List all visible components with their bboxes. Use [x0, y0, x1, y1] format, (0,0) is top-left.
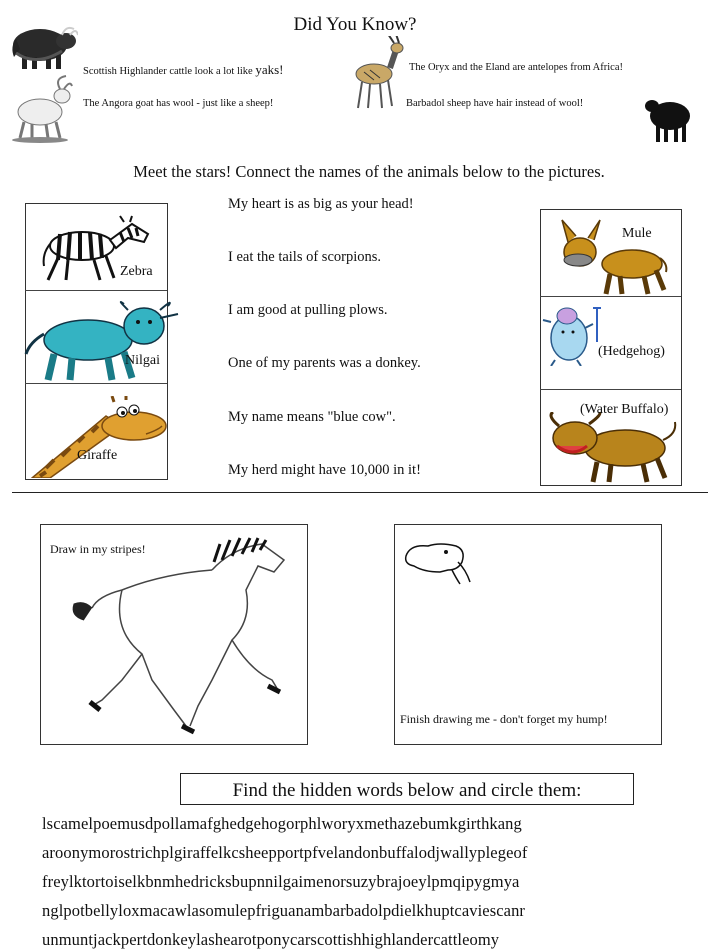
label-hedgehog[interactable]: (Hedgehog) [598, 344, 665, 359]
page-title: Did You Know? [293, 14, 417, 35]
instructions: Meet the stars! Connect the names of the animals below to the pictures. [133, 162, 605, 181]
horse-outline-icon [62, 530, 292, 740]
fact-angora: The Angora goat has wool - just like a sheep! [83, 98, 274, 109]
mule-icon[interactable] [560, 218, 670, 296]
clue-2[interactable]: I eat the tails of scorpions. [228, 249, 382, 265]
antelope-icon [352, 36, 408, 112]
fact-highlander-text: Scottish Highlander cattle look a lot like [83, 66, 253, 77]
puzzle-line[interactable]: unmuntjackpertdonkeylashearotponycarscottishhighlandercattleomy [42, 930, 500, 949]
divider [540, 296, 681, 297]
divider [540, 389, 681, 390]
clue-5[interactable]: My name means "blue cow". [228, 409, 396, 425]
puzzle-line[interactable]: aroonymorostrichplgiraffelkcsheepportpfvelandonbuffalodjwallyplegeof [42, 843, 528, 862]
word-search-heading: Find the hidden words below and circle them: [180, 773, 634, 805]
camel-head-icon [400, 536, 480, 588]
water-buffalo-icon[interactable] [543, 412, 681, 484]
clue-6[interactable]: My herd might have 10,000 in it! [228, 462, 421, 478]
yak-icon [6, 17, 78, 73]
fact-barbadol: Barbadol sheep have hair instead of wool! [406, 98, 584, 109]
puzzle-line[interactable]: lscamelpoemusdpollamafghedgehogorphlworyxmethazebumkgirthkang [42, 814, 522, 833]
goat-icon [10, 74, 74, 144]
label-zebra[interactable]: Zebra [120, 264, 153, 279]
clue-4[interactable]: One of my parents was a donkey. [228, 355, 421, 371]
stripes-prompt: Draw in my stripes! [50, 542, 146, 556]
label-giraffe[interactable]: Giraffe [77, 448, 118, 463]
fact-highlander [83, 62, 284, 78]
clue-3[interactable]: I am good at pulling plows. [228, 302, 388, 318]
label-nilgai[interactable]: Nilgai [125, 353, 160, 368]
fact-oryx: The Oryx and the Eland are antelopes from Africa! [409, 62, 623, 73]
giraffe-icon[interactable] [26, 396, 172, 478]
section-divider [12, 492, 708, 493]
puzzle-line[interactable]: freylktortoiselkbnmhedricksbupnnilgaimenorsuzybrajoeylpmqipygmya [42, 872, 520, 891]
label-mule[interactable]: Mule [622, 226, 652, 241]
clue-1[interactable]: My heart is as big as your head! [228, 196, 414, 212]
blue-cow-icon[interactable] [24, 298, 180, 384]
label-water-buffalo[interactable]: (Water Buffalo) [580, 402, 669, 417]
camel-prompt: Finish drawing me - don't forget my hump! [400, 712, 608, 726]
puzzle-line[interactable]: nglpotbellyloxmacawlasomulepfriguanambarbadolpdielkhuptcaviescanr [42, 901, 526, 920]
fact-yaks-word: yaks! [255, 62, 284, 77]
black-sheep-icon [644, 94, 696, 144]
divider [25, 290, 167, 291]
